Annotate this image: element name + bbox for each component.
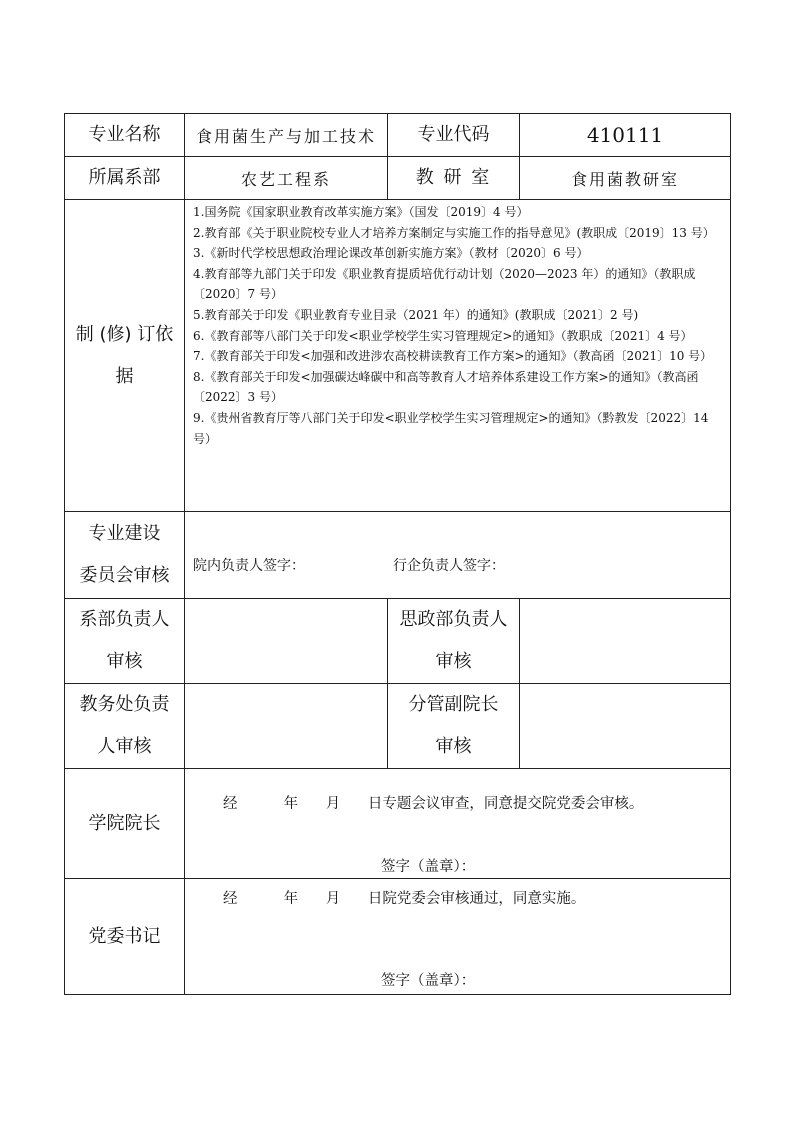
basis-item: 2.教育部《关于职业院校专业人才培养方案制定与实施工作的指导意见》(教职成〔2019〕13 号） [193, 225, 715, 240]
academic-affairs-label-line2: 人审核 [97, 736, 152, 757]
inner-sign-label: 院内负责人签字： [193, 558, 305, 574]
approval-form-table [64, 113, 731, 995]
basis-list [185, 200, 731, 512]
major-name-value: 食用菌生产与加工技术 [185, 114, 388, 157]
major-name-label: 专业名称 [65, 114, 185, 157]
row-committee [65, 512, 731, 599]
major-code-label: 专业代码 [388, 114, 520, 157]
party-approval-text: 经 年 月 日院党委会审核通过，同意实施。 [223, 891, 586, 907]
party-secretary-approval-cell[interactable] [185, 879, 731, 995]
row-academic-affairs [65, 684, 731, 769]
row-basis [65, 200, 731, 512]
row-major [65, 114, 731, 157]
office-value: 食用菌教研室 [520, 157, 731, 200]
dean-approval-text: 经 年 月 日专题会议审查，同意提交院党委会审核。 [223, 795, 644, 812]
ideo-head-label-line1: 思政部负责人 [399, 609, 508, 630]
committee-label [65, 512, 185, 599]
party-secretary-label: 党委书记 [65, 879, 185, 995]
ideo-head-label-line2: 审核 [435, 651, 472, 672]
basis-item: 4.教育部等九部门关于印发《职业教育提质培优行动计划（2020—2023 年）的通知》（教职成〔2020〕7 号） [193, 266, 696, 302]
committee-label-line1: 专业建设 [88, 523, 161, 544]
academic-affairs-value[interactable] [185, 684, 388, 769]
committee-label-line2: 委员会审核 [79, 565, 170, 586]
dean-label: 学院院长 [65, 769, 185, 879]
ideo-head-value[interactable] [520, 599, 731, 684]
vice-president-value[interactable] [520, 684, 731, 769]
basis-label: 制 (修) 订依据 [65, 200, 185, 512]
basis-item: 6.《教育部等八部门关于印发<职业学校学生实习管理规定>的通知》（教职成〔2021〕4 号） [193, 328, 693, 343]
committee-sign-cell[interactable] [185, 512, 731, 599]
ideo-head-label [388, 599, 520, 684]
basis-item: 3.《新时代学校思想政治理论课改革创新实施方案》（教材〔2020〕6 号） [193, 246, 589, 261]
vice-president-label-line1: 分管副院长 [408, 694, 499, 715]
row-department [65, 157, 731, 200]
office-label: 教 研 室 [388, 157, 520, 200]
basis-item: 9.《贵州省教育厅等八部门关于印发<职业学校学生实习管理规定>的通知》（黔教发〔2022〕14 号） [193, 410, 709, 446]
vice-president-label [388, 684, 520, 769]
industry-sign-label: 行企负责人签字： [393, 558, 505, 574]
party-sign-label: 签字（盖章）： [381, 973, 476, 989]
basis-item: 8.《教育部关于印发<加强碳达峰碳中和高等教育人才培养体系建设工作方案>的通知》（教高函〔2022〕3 号） [193, 369, 699, 405]
basis-item: 7.《教育部关于印发<加强和改进涉农高校耕读教育工作方案>的通知》（教高函〔2021〕10 号） [193, 349, 713, 364]
dean-approval-cell[interactable] [185, 769, 731, 879]
row-dean [65, 769, 731, 879]
dean-sign-label: 签字（盖章）： [381, 858, 476, 875]
vice-president-label-line2: 审核 [435, 736, 472, 757]
major-code-value: 410111 [520, 114, 731, 157]
dept-head-label [65, 599, 185, 684]
academic-affairs-label-line1: 教务处负责 [79, 694, 170, 715]
academic-affairs-label [65, 684, 185, 769]
basis-item: 1.国务院《国家职业教育改革实施方案》（国发〔2019〕4 号） [193, 205, 529, 219]
dept-head-label-line1: 系部负责人 [79, 609, 170, 630]
row-dept-head [65, 599, 731, 684]
dept-head-label-line2: 审核 [106, 651, 143, 672]
row-party-secretary [65, 879, 731, 995]
department-value: 农艺工程系 [185, 157, 388, 200]
basis-item: 5.教育部关于印发《职业教育专业目录（2021 年）的通知》(教职成〔2021〕2 号) [193, 307, 639, 322]
dept-head-value[interactable] [185, 599, 388, 684]
department-label: 所属系部 [65, 157, 185, 200]
